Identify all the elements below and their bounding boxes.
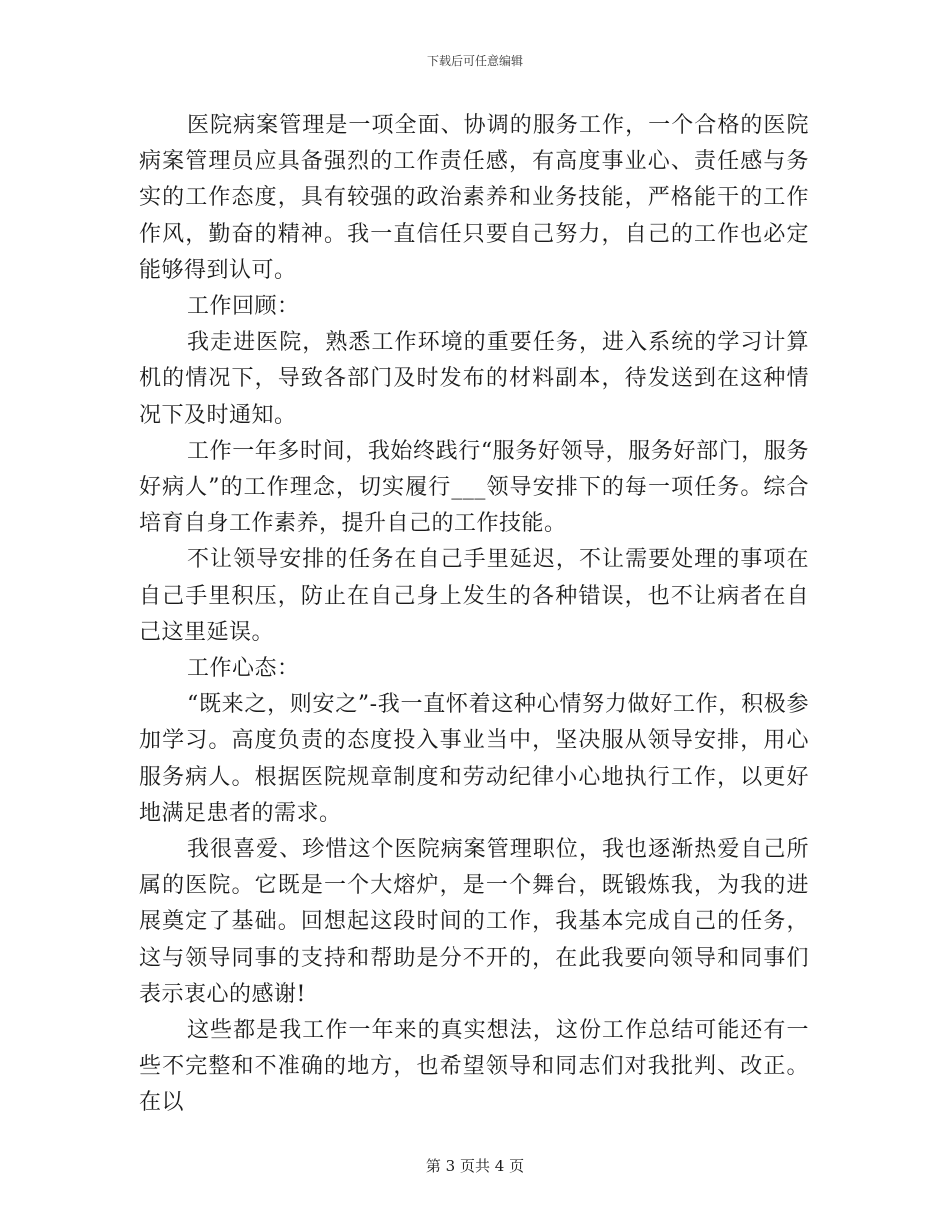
paragraph-entering-hospital: 我走进医院，熟悉工作环境的重要任务，进入系统的学习计算机的情况下，导致各部门及时发布的材料副本，待发送到在这种情况下及时通知。 bbox=[139, 330, 809, 428]
paragraph-closing: 这些都是我工作一年来的真实想法，这份工作总结可能还有一些不完整和不准确的地方，也希望领导和同志们对我批判、改正。在以 bbox=[139, 1018, 809, 1116]
paragraph-intro: 医院病案管理是一项全面、协调的服务工作，一个合格的医院病案管理员应具备强烈的工作责任感，有高度事业心、责任感与务实的工作态度，具有较强的政治素养和业务技能，严格能干的工作作风，勤奋的精神。我一直信任只要自己努力，自己的工作也必定能够得到认可。 bbox=[139, 113, 809, 283]
paragraph-gratitude: 我很喜爱、珍惜这个医院病案管理职位，我也逐渐热爱自己所属的医院。它既是一个大熔炉，是一个舞台，既锻炼我，为我的进展奠定了基础。回想起这段时间的工作，我基本完成自己的任务，这与领导同事的支持和帮助是分不开的，在此我要向领导和同事们表示衷心的感谢! bbox=[139, 837, 809, 1007]
page-number: 第 3 页共 4 页 bbox=[425, 1157, 525, 1175]
heading-work-attitude: 工作心态： bbox=[187, 656, 300, 682]
page-header-note: 下载后可任意编辑 bbox=[426, 54, 523, 68]
document-body bbox=[139, 108, 809, 1122]
heading-work-review: 工作回顾： bbox=[187, 294, 300, 320]
paragraph-attitude: “既来之，则安之”-我一直怀着这种心情努力做好工作，积极参加学习。高度负责的态度投入事业当中，坚决服从领导安排，用心服务病人。根据医院规章制度和劳动纪律小心地执行工作，以更好地满足患者的需求。 bbox=[139, 692, 809, 826]
paragraph-service-philosophy: 工作一年多时间，我始终践行“服务好领导，服务好部门，服务好病人”的工作理念，切实履行___领导安排下的每一项任务。综合培育自身工作素养，提升自己的工作技能。 bbox=[139, 438, 809, 537]
paragraph-no-delay: 不让领导安排的任务在自己手里延迟，不让需要处理的事项在自己手里积压，防止在自己身上发生的各种错误，也不让病者在自己这里延误。 bbox=[139, 547, 809, 645]
